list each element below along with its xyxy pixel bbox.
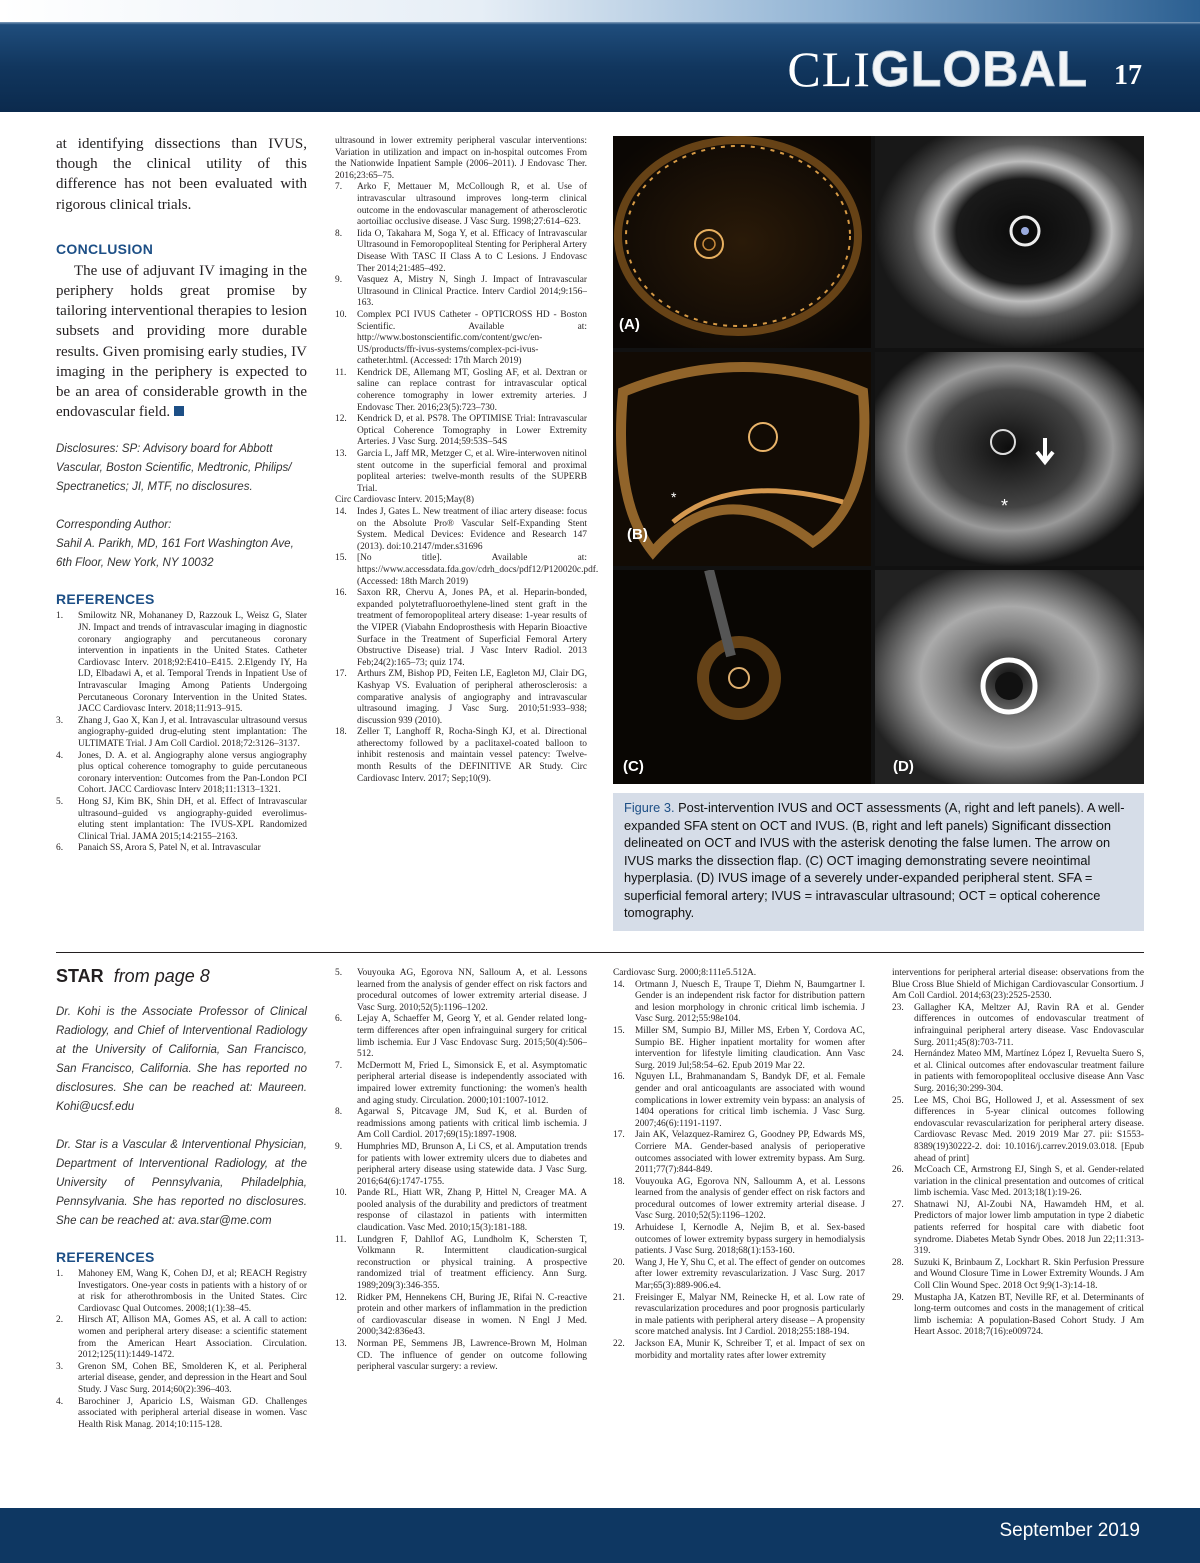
reference-list: [335, 136, 599, 785]
section-divider: [56, 952, 1144, 953]
reference-text: Lee MS, Choi BG, Hollowed J, et al. Assessment of sex differences in 5-year clinical outcomes following endovascular revascularization for peripheral artery disease. Cardiovasc Revasc Med. 2019 2019 Mar 27. pii: S1553-8389(19)30222-2. doi: 10.1016/j.carrev.2019.03.018. [Epub ahead of print]: [914, 1095, 1144, 1164]
reference-item: [335, 669, 587, 727]
reference-number: 9.: [335, 1141, 343, 1152]
reference-item: [892, 1258, 1144, 1293]
reference-number: 3.: [56, 715, 64, 726]
reference-list: [613, 968, 865, 1362]
reference-text: Norman PE, Semmens JB, Lawrence-Brown M, Holman CD. The influence of gender on outcome following peripheral vascular surgery: a review.: [357, 1339, 587, 1373]
reference-text: Nguyen LL, Brahmanandam S, Bandyk DF, et al. Female gender and oral anticoagulants are associated with wound complications in lower extremity vein bypass: an analysis of 1404 operations for critical limb ischemia. J Vasc Surg. 2007;46(6):1191-1197.: [635, 1072, 865, 1129]
reference-item: [335, 1014, 587, 1060]
intro-paragraph: at identifying dissections than IVUS, though the clinical utility of this difference has not been evaluated with rigorous clinical trials.: [56, 136, 307, 213]
reference-item: [56, 611, 307, 715]
reference-item: [56, 716, 307, 751]
reference-number: 13.: [335, 1339, 347, 1349]
reference-number: 17.: [335, 669, 347, 680]
star-column-2: [335, 968, 587, 1374]
ivus-panel-b: [875, 352, 1144, 566]
reference-text: Indes J, Gates L. New treatment of iliac artery disease: focus on the Absolute Pro® Vascular Self-Expanding Stent System. Medical Devices: Evidence and Research 147 (2013). doi:10.2147/mder.s31696: [357, 507, 587, 552]
reference-text: Zeller T, Langhoff R, Rocha-Singh KJ, et al. Directional atherectomy followed by a paclitaxel-coated balloon to inhibit restenosis and maintain vessel patency: Twelve-month Results of the DEFINITIVE AR Study. Circ Cardiovasc Interv. 2017; Sep;10(9).: [357, 727, 587, 784]
reference-number: 11.: [335, 1234, 347, 1245]
reference-item: [613, 1223, 865, 1258]
reference-number: 8.: [335, 228, 343, 239]
reference-text: Hirsch AT, Allison MA, Gomes AS, et al. A call to action: women and peripheral artery disease: a scientific statement from the American Heart Association. Circulation. 2012;125(11):1449-1472.: [78, 1315, 307, 1361]
figure-caption: [613, 793, 1144, 931]
reference-text: Lundgren F, Dahllof AG, Lundholm K, Schersten T, Volkmann R. Intermittent claudication-surgical reconstruction or physical training. A prospective randomized trial of treatment efficiency. Ann Surg. 1989;209(3):346-355.: [357, 1234, 587, 1292]
panel-label-d: (D): [893, 758, 914, 775]
reference-text: Shatnawi NJ, Al-Zoubi NA, Hawamdeh HM, et al. Predictors of major lower limb amputation in type 2 diabetic patients referred for hospital care with diabetic foot syndrome. Diabetes Metab Syndr Obes. 2018 Jun 22;11:313-319.: [914, 1199, 1144, 1257]
reference-text: Arthurs ZM, Bishop PD, Feiten LE, Eagleton MJ, Clair DG, Kashyap VS. Evaluation of peripheral atherosclerosis: a comparative analysis of angiography and intravascular ultrasound imaging. J Vasc Surg. 2010;51:933–938; discussion 939 (2010).: [357, 669, 587, 726]
reference-number: 8.: [335, 1107, 343, 1118]
reference-text: Lejay A, Schaeffer M, Georg Y, et al. Gender related long-term differences after open infrainguinal surgery for critical limb ischemia. Eur J Vasc Endovasc Surg. 2015;50(4):506–512.: [357, 1014, 587, 1060]
reference-list: [56, 611, 307, 854]
reference-number: 2.: [56, 1315, 64, 1326]
reference-number: 4.: [56, 750, 64, 761]
reference-item: [335, 310, 587, 368]
reference-text: Jain AK, Velazquez-Ramirez G, Goodney PP, Edwards MS, Corriere MA. Gender-based analysis of perioperative outcomes associated with lower extremity bypass. Am Surg. 2011;77(7):844-849.: [635, 1130, 865, 1176]
reference-text: Wang J, He Y, Shu C, et al. The effect of gender on outcomes after lower extremity revascularization. J Vasc Surg. 2017 Mar;65(3):889-906.e4.: [635, 1257, 865, 1292]
reference-item: [335, 1188, 587, 1234]
reference-number: 10.: [335, 309, 347, 320]
reference-item: [335, 1235, 587, 1293]
reference-text: Garcia L, Jaff MR, Metzger C, et al. Wire-interwoven nitinol stent outcome in the superficial femoral and proximal popliteal arteries: twelve-month results of the SUPERB Trial.: [357, 449, 587, 494]
reference-text: Ridker PM, Hennekens CH, Buring JE, Rifai N. C-reactive protein and other markers of inflammation in the prediction of cardiovascular disease in women. N Engl J Med. 2000;342:836e43.: [357, 1292, 587, 1338]
reference-number: 13.: [335, 449, 347, 460]
reference-text: interventions for peripheral arterial disease: observations from the Blue Cross Blue Shield of Michigan Cardiovascular Consortium. J Am Coll Cardiol. 2014;63(23):2525-2530.: [892, 968, 1144, 1002]
reference-number: 26.: [892, 1165, 904, 1176]
reference-text: ultrasound in lower extremity peripheral vascular interventions: Variation in utilization and impact on in-hospital outcomes From the Nationwide Inpatient Sample (2006–2011). J Endovasc Ther. 2016;23:65–75.: [335, 136, 587, 181]
reference-item: [613, 1072, 865, 1130]
reference-number: 17.: [613, 1130, 625, 1141]
masthead-swoosh: [0, 0, 1200, 22]
reference-item: [335, 1293, 587, 1339]
reference-item: [335, 1142, 587, 1188]
reference-item: [335, 368, 587, 414]
reference-number: 21.: [613, 1292, 625, 1303]
star-column-4: [892, 968, 1144, 1339]
cli-global-logo: CLIGLOBAL: [787, 41, 1088, 97]
reference-item: [56, 1315, 307, 1361]
reference-number: 14.: [613, 979, 625, 990]
reference-item: [892, 968, 1144, 1003]
conclusion-heading: CONCLUSION: [56, 240, 154, 257]
references-heading: REFERENCES: [56, 591, 155, 608]
reference-item: [56, 797, 307, 843]
reference-text: Pande RL, Hiatt WR, Zhang P, Hittel N, Creager MA. A pooled analysis of the durability and predictors of treatment response of cilastazol in patients with intermitten claudication. Vasc Med. 2010;15(3):181-188.: [357, 1188, 587, 1234]
reference-number: 27.: [892, 1199, 904, 1210]
reference-text: Saxon RR, Chervu A, Jones PA, et al. Heparin-bonded, expanded polytetrafluoroethylene-lined stent graft in the treatment of femoropopliteal artery disease: 1-year results of the VIPER (Viabahn Endoprosthesis with Heparin Bioactive Surface in the Treatment of Superficial Femoral Artery Obstructive Disease) trial. J Vasc Interv Radiol. 2013 Feb;24(2):165–73; quiz 174.: [357, 588, 587, 668]
reference-number: 6.: [335, 1014, 343, 1025]
reference-number: 24.: [892, 1049, 904, 1060]
reference-number: 9.: [335, 275, 343, 286]
star-references-heading: REFERENCES: [56, 1249, 155, 1265]
conclusion-paragraph: The use of adjuvant IV imaging in the periphery holds great promise by tailoring interventional therapies to lesion subsets and providing more durable results. Given promising early studies, IV imaging in the periphery is expected to be an area of considerable growth in the endovascular field.: [56, 262, 307, 421]
reference-number: 5.: [56, 796, 64, 807]
reference-list: [56, 1269, 307, 1431]
reference-number: 3.: [56, 1361, 64, 1372]
reference-item: [892, 1293, 1144, 1339]
reference-text: Cardiovasc Surg. 2000;8:111e5.512A.: [613, 968, 757, 978]
reference-text: Mahoney EM, Wang K, Cohen DJ, et al; REACH Registry Investigators. One-year costs in patients with a history of or at risk for atherothrombosis in the United States. Circ Cardiovasc Qual Outcomes. 2008;1(1):38–45.: [78, 1269, 307, 1314]
oct-panel-a: [613, 136, 871, 348]
reference-number: 18.: [613, 1176, 625, 1187]
reference-number: 20.: [613, 1257, 625, 1268]
reference-number: 19.: [613, 1223, 625, 1234]
reference-text: Humphries MD, Brunson A, Li CS, et al. Amputation trends for patients with lower extremity ulcers due to diabetes and peripheral artery disease using statewide data. J Vasc Surg. 2016;64(6):1747-1755.: [357, 1141, 587, 1187]
reference-item: [335, 414, 587, 449]
reference-text: Gallagher KA, Meltzer AJ, Ravin RA et al. Gender differences in outcomes of endovascular treatment of infrainguinal peripheral artery disease. Vasc Endovascular Surg. 2011;45(8):703-711.: [914, 1002, 1144, 1048]
page-footer: [0, 1508, 1200, 1563]
reference-item: [892, 1096, 1144, 1166]
panel-label-b: (B): [627, 526, 648, 543]
reference-number: 29.: [892, 1292, 904, 1303]
issue-date: September 2019: [999, 1520, 1140, 1541]
reference-item: [892, 1049, 1144, 1095]
reference-text: Smilowitz NR, Mohananey D, Razzouk L, Weisz G, Slater JN. Impact and trends of intravascular imaging in diagnostic coronary angiography and percutaneous coronary intervention in inpatients in the United States. Catheter Cardiovasc Interv. 2018;92:E410–E415. 2.Elgendy IY, Ha LD, Elbadawi A, et al. Temporal Trends in Inpatient Use of Intravascular Imaging Among Patients Undergoing Percutaneous Coronary Intervention in the United States. JACC Cardiovasc Interv. 2018;11:913–915.: [78, 611, 307, 715]
reference-number: 1.: [56, 1269, 64, 1279]
reference-text: Miller SM, Sumpio BJ, Miller MS, Erben Y, Cordova AC, Sumpio BE. Higher inpatient mortality for women after intervention for lifestyle limiting claudication. Ann Vasc Surg. 2019 Jul;58:54–62. Epub 2019 Mar 22.: [635, 1025, 865, 1071]
reference-item: [335, 727, 587, 785]
reference-item: [335, 588, 587, 669]
reference-item: [335, 275, 587, 310]
reference-item: [335, 136, 587, 182]
reference-number: 7.: [335, 182, 343, 193]
svg-text:*: *: [671, 489, 677, 505]
reference-number: 12.: [335, 1292, 347, 1303]
reference-text: Grenon SM, Cohen BE, Smolderen K, et al. Peripheral arterial disease, gender, and depression in the Heart and Soul Study. J Vasc Surg. 2014;60(2):396–403.: [78, 1361, 307, 1395]
reference-text: Suzuki K, Brinbaum Z, Lockhart R. Skin Perfusion Pressure and Wound Closure Time in Lower Extremity Wounds. J Am Coll Clin Wound Spec. 2018 Oct 9;9(1-3):14-18.: [914, 1257, 1144, 1292]
reference-item: [613, 1339, 865, 1362]
reference-number: 4.: [56, 1396, 64, 1407]
reference-text: Mustapha JA, Katzen BT, Neville RF, et al. Determinants of long-term outcomes and costs in the management of critical limb ischemia: A population-Based Cohort Study. J Am Heart Assoc. 2018;7(16):e009724.: [914, 1292, 1144, 1338]
reference-text: Hong SJ, Kim BK, Shin DH, et al. Effect of Intravascular ultrasound–guided vs angiography-guided everolimus-eluting stent implantation: The IVUS-XPL Randomized Clinical Trial. JAMA 2015;14:2155–2163.: [78, 796, 307, 842]
reference-item: [56, 1269, 307, 1315]
reference-text: Jones, D. A. et al. Angiography alone versus angiography plus optical coherence tomography to guide percutaneous coronary intervention: Outcomes from the Pan-London PCI Cohort. JACC Cardiovasc Interv 2018;11:1313–1321.: [78, 750, 307, 796]
star-column-3: [613, 968, 865, 1362]
page-number: 17: [1114, 60, 1142, 91]
reference-item: [613, 1177, 865, 1223]
reference-number: 10.: [335, 1188, 347, 1199]
reference-number: 11.: [335, 367, 347, 378]
reference-item: [613, 980, 865, 1026]
corresponding-line-1: Sahil A. Parikh, MD, 161 Fort Washington Ave,: [56, 538, 294, 551]
reference-list: [335, 968, 587, 1374]
reference-item: [335, 968, 587, 1014]
reference-item: [335, 449, 587, 495]
reference-text: Kendrick D, et al. PS78. The OPTIMISE Trial: Intravascular Optical Coherence Tomography in Lower Extremity Arteries. J Vasc Surg. 2014;59:53S–54S: [357, 414, 587, 448]
oct-panel-b: [613, 352, 871, 566]
article-column-2: [335, 136, 599, 785]
ivus-panel-a: [875, 136, 1144, 348]
panel-label-c: (C): [623, 758, 644, 775]
reference-item: [892, 1165, 1144, 1200]
reference-text: Arhuidese I, Kernodle A, Nejim B, et al. Sex-based outcomes of lower extremity bypass surgery in hemodialysis patients. J Vasc Surg. 2018;68(1):153-160.: [635, 1223, 865, 1257]
reference-item: [56, 843, 307, 855]
corresponding-label: Corresponding Author:: [56, 519, 172, 532]
reference-number: 5.: [335, 968, 343, 978]
reference-item: [335, 1339, 587, 1374]
reference-text: McCoach CE, Armstrong EJ, Singh S, et al. Gender-related variation in the clinical presentation and outcomes of critical limb ischemia. Vasc Med. 2013;18(1):19-26.: [914, 1165, 1144, 1199]
author-bio-kohi: Dr. Kohi is the Associate Professor of Clinical Radiology, and Chief of Interventional Radiology at the University of California, San Francisco, San Francisco, California. She has reported no disclosures. She can be reached at: Maureen. Kohi@ucsf.edu: [56, 1006, 307, 1113]
reference-text: McDermott M, Fried L, Simonsick E, et al. Asymptomatic peripheral arterial disease is independently associated with impaired lower extremity functioning: the women's health and aging study. Circulation. 2000;101:1007-1012.: [357, 1060, 587, 1106]
reference-item: [613, 1293, 865, 1339]
reference-item: [56, 1397, 307, 1432]
figure-caption-lead: Figure 3.: [624, 800, 675, 815]
svg-text:*: *: [1001, 496, 1009, 516]
reference-text: Zhang J, Gao X, Kan J, et al. Intravascular ultrasound versus angiography-guided drug-eluting stent implantation: The ULTIMATE Trial. J Am Coll Cardiol. 2018;72:3126–3137.: [78, 715, 307, 749]
reference-number: 18.: [335, 727, 347, 738]
star-column-1: [56, 966, 307, 1431]
reference-text: Vouyouka AG, Egorova NN, Salloum A, et al. Lessons learned from the analysis of gender effect on risk factors and procedural outcomes of lower extremity arterial disease. J Vasc Surg. 2010;52(5):1196–1202.: [357, 968, 587, 1013]
reference-text: Arko F, Mettauer M, McCollough R, et al. Use of intravascular ultrasound improves long-term clinical outcome in the endovascular management of atherosclerotic aortoiliac occlusive disease. J Vasc Surg. 1998;27:614–623.: [357, 182, 587, 228]
reference-text: Ortmann J, Nuesch E, Traupe T, Diehm N, Baumgartner I. Gender is an independent risk factor for distribution pattern and lesion morphology in chronic critical limb ischemia. J Vasc Surg. 2012;55:98e104.: [635, 979, 865, 1025]
reference-text: Vouyouka AG, Egorova NN, Salloumm A, et al. Lessons learned from the analysis of gender effect on risk factors and procedural outcomes of lower extremity arterial disease. J Vasc Surg. 2010;52(5):1196–1202.: [635, 1176, 865, 1222]
reference-number: 15.: [613, 1025, 625, 1036]
reference-number: 1.: [56, 611, 64, 622]
reference-number: 23.: [892, 1002, 904, 1013]
reference-list: [892, 968, 1144, 1339]
reference-item: [335, 1061, 587, 1107]
article-column-1: [56, 134, 307, 855]
reference-number: 16.: [335, 588, 347, 599]
reference-text: Panaich SS, Arora S, Patel N, et al. Intravascular: [78, 843, 261, 854]
masthead: [0, 0, 1200, 112]
reference-text: Complex PCI IVUS Catheter - OPTICROSS HD - Boston Scientific. Available at: http://www.bostonscientific.com/content/gwc/en-US/products/ffr-ivus-systems/complex-pci-ivus-catheter.html. (Accessed: 17th March 2019): [357, 309, 587, 367]
reference-number: 15.: [335, 553, 347, 564]
author-bio-star: Dr. Star is a Vascular & Interventional Physician, Department of Interventional Radiology, at the University of Pennsylvania, Philadelphia, Pennsylvania. She has reported no disclosures. She can be reached at: ava.star@me.com: [56, 1139, 307, 1227]
reference-item: [335, 1107, 587, 1142]
reference-text: Agarwal S, Pitcavage JM, Sud K, et al. Burden of readmissions among patients with critical limb ischemia. J Am Coll Cardiol. 2017;69(15):1897-1908.: [357, 1107, 587, 1141]
reference-item: [613, 1026, 865, 1072]
reference-item: [335, 495, 587, 507]
disclosures: Disclosures: SP: Advisory board for Abbott Vascular, Boston Scientific, Medtronic, Philips/ Spectranetics; JI, MTF, no disclosures.: [56, 443, 292, 494]
reference-text: Hernández Mateo MM, Martínez López I, Revuelta Suero S, et al. Clinical outcomes after endovascular treatment failure in patients with femoropopliteal occlusive disease Ann Vasc Surg. 2016;30:299-304.: [914, 1049, 1144, 1094]
reference-text: [No title]. Available at: https://www.accessdata.fda.gov/cdrh_docs/pdf12/P120020c.pdf. (Accessed: 18th March 2019): [357, 553, 599, 587]
reference-item: [335, 507, 587, 553]
reference-item: [335, 182, 587, 228]
reference-number: 25.: [892, 1095, 904, 1106]
reference-text: Vasquez A, Mistry N, Singh J. Impact of Intravascular Ultrasound in Clinical Practice. Interv Cardiol 2014;9:156–163.: [357, 275, 587, 309]
reference-number: 28.: [892, 1257, 904, 1268]
reference-number: 16.: [613, 1072, 625, 1083]
panel-label-a: (A): [619, 316, 640, 333]
reference-item: [892, 1200, 1144, 1258]
end-of-article-icon: [174, 406, 184, 416]
reference-number: 12.: [335, 414, 347, 425]
star-continuation-title: STAR from page 8: [56, 966, 210, 986]
reference-item: [892, 1003, 1144, 1049]
reference-item: [335, 553, 599, 588]
reference-text: Jackson EA, Munir K, Schreiber T, et al. Impact of sex on morbidity and mortality rates after lower extremity: [635, 1339, 865, 1361]
reference-item: [613, 1258, 865, 1293]
reference-number: 22.: [613, 1339, 625, 1349]
reference-item: [335, 229, 587, 275]
ivus-panel-d: [875, 570, 1144, 784]
figure-3-image: [613, 136, 1144, 784]
figure-caption-text: Post-intervention IVUS and OCT assessments (A, right and left panels). A well-expanded SFA stent on OCT and IVUS. (B, right and left panels) Significant dissection delineated on OCT and IVUS with the asterisk denoting the false lumen. The arrow on IVUS marks the dissection flap. (C) OCT imaging demonstrating severe neointimal hyperplasia. (D) IVUS image of a severely under-expanded peripheral stent. SFA = superficial femoral artery; IVUS = intravascular ultrasound; OCT = optical coherence tomography.: [624, 800, 1125, 920]
reference-text: Kendrick DE, Allemang MT, Gosling AF, et al. Dextran or saline can replace contrast for intravascular optical coherence tomography in lower extremity arteries. J Endovasc Ther. 2016;23(5):723–730.: [357, 367, 587, 413]
reference-item: [613, 1130, 865, 1176]
reference-text: Barochiner J, Aparicio LS, Waisman GD. Challenges associated with peripheral arterial disease in women. Vasc Health Risk Manag. 2014;10:115-128.: [78, 1396, 307, 1430]
reference-text: Iida O, Takahara M, Soga Y, et al. Efficacy of Intravascular Ultrasound in Femoropopliteal Stenting for Peripheral Artery Disease With TASC II Class A to C Lesions. J Endovasc Ther 2014;21:485–492.: [357, 228, 587, 274]
reference-number: 14.: [335, 507, 347, 517]
reference-number: 6.: [56, 843, 64, 854]
reference-text: Circ Cardiovasc Interv. 2015;May(8): [335, 495, 474, 506]
oct-panel-c: [613, 570, 871, 784]
reference-item: [56, 751, 307, 797]
reference-item: [56, 1362, 307, 1397]
reference-item: [613, 968, 865, 980]
reference-text: Freisinger E, Malyar NM, Reinecke H, et al. Low rate of revascularization procedures and poor prognosis particularly in male patients with peripheral artery disease – A propensity score matched analysis. Int J Cardiol. 2018;255:188-194.: [635, 1292, 865, 1338]
reference-number: 7.: [335, 1060, 343, 1071]
corresponding-line-2: 6th Floor, New York, NY 10032: [56, 557, 214, 570]
